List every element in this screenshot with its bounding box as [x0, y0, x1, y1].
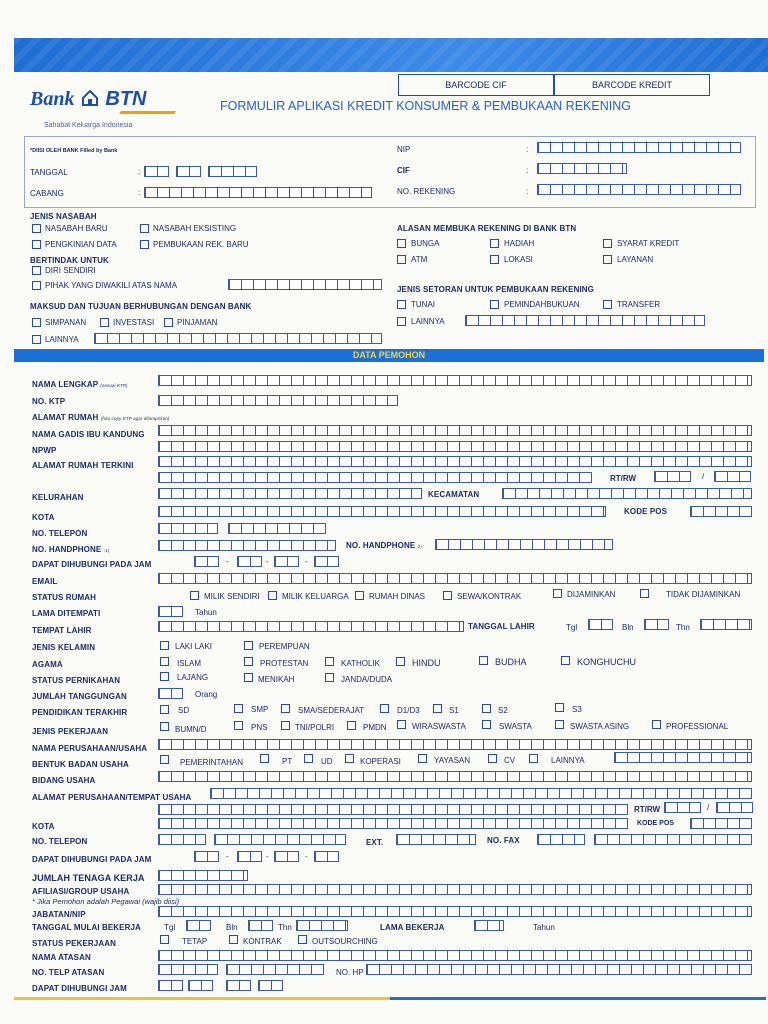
setoran-title: JENIS SETORAN UNTUK PEMBUKAAN REKENING	[397, 285, 595, 294]
badan-lainnya-checkbox[interactable]	[529, 754, 538, 763]
jabatan-label: JABATAN/NIP	[32, 910, 86, 919]
kelurahan-field[interactable]	[158, 488, 422, 499]
tanggal-lahir-label: TANGGAL LAHIR	[468, 622, 535, 631]
jam-selesai-m-field[interactable]	[314, 556, 339, 567]
afiliasi-label: AFILIASI/GROUP USAHA	[32, 887, 130, 896]
pns-label: PNS	[251, 723, 268, 732]
usaha-dapat-dihubungi-label: DAPAT DIHUBUNGI PADA JAM	[32, 855, 152, 864]
professional-label: PROFESSIONAL	[666, 722, 729, 731]
s2-label: S2	[498, 706, 508, 715]
ud-checkbox[interactable]	[304, 754, 313, 763]
sd-checkbox[interactable]	[160, 705, 169, 714]
sewa-kontrak-label: SEWA/KONTRAK	[457, 592, 522, 601]
tgl-lahir-field[interactable]	[588, 619, 613, 630]
nasabah-eksisting-label: NASABAH EKSISTING	[153, 224, 237, 233]
transfer-label: TRANSFER	[617, 300, 661, 309]
thn-lahir-field[interactable]	[700, 619, 752, 630]
alasan-title: ALASAN MEMBUKA REKENING DI BANK BTN	[397, 224, 577, 233]
lajang-label: LAJANG	[177, 673, 209, 682]
npwp-label: NPWP	[32, 446, 57, 455]
milik-keluarga-checkbox[interactable]	[268, 591, 277, 600]
telepon-number-field[interactable]	[228, 523, 326, 534]
email-field[interactable]	[158, 573, 752, 584]
koperasi-label: KOPERASI	[360, 757, 401, 766]
lama-ditempati-label: LAMA DITEMPATI	[32, 609, 101, 618]
status-pekerjaan-label: STATUS PEKERJAAN	[32, 939, 116, 948]
rumah-dinas-checkbox[interactable]	[355, 591, 364, 600]
footer-stripe	[14, 997, 766, 1000]
dijaminkan-label: DIJAMINKAN	[567, 590, 616, 599]
pemerintahan-checkbox[interactable]	[160, 755, 169, 764]
usaha-jam-1-field[interactable]	[194, 851, 219, 862]
nama-ibu-field[interactable]	[158, 425, 752, 436]
pihak-diwakili-label: PIHAK YANG DIWAKILI ATAS NAMA	[45, 281, 178, 290]
bidang-usaha-field[interactable]	[158, 771, 752, 782]
usaha-jam-dash-2: -	[266, 852, 269, 861]
barcode-kredit-box: BARCODE KREDIT	[554, 74, 710, 96]
tagline: Sahabat Keluarga Indonesia	[44, 122, 133, 129]
usaha-jam-4-field[interactable]	[314, 851, 339, 862]
dapat-dihubungi-jam-label: DAPAT DIHUBUNGI JAM	[32, 984, 127, 993]
janda-duda-checkbox[interactable]	[325, 673, 334, 682]
professional-checkbox[interactable]	[652, 720, 661, 729]
usaha-rw-field[interactable]	[716, 802, 753, 813]
cv-checkbox[interactable]	[488, 754, 497, 763]
no-telepon-label: NO. TELEPON	[32, 529, 88, 538]
tahun-label: Tahun	[195, 608, 217, 617]
perempuan-label: PEREMPUAN	[259, 642, 310, 651]
rt-field[interactable]	[654, 471, 691, 482]
syarat-kredit-checkbox[interactable]	[603, 239, 612, 248]
maksud-lainnya-field[interactable]	[94, 333, 382, 344]
menikah-checkbox[interactable]	[244, 673, 253, 682]
hadiah-checkbox[interactable]	[490, 239, 499, 248]
jam-mulai-h-field[interactable]	[194, 556, 219, 567]
afiliasi-note: * Jika Pemohon adalah Pegawai (wajib diisi)	[32, 897, 180, 906]
lajang-checkbox[interactable]	[160, 672, 169, 681]
rtrw-slash: /	[702, 472, 705, 481]
tanggal-day-field[interactable]	[144, 166, 169, 177]
atasan-jam-4-field[interactable]	[258, 980, 283, 991]
jam-selesai-h-field[interactable]	[274, 556, 299, 567]
bidang-usaha-label: BIDANG USAHA	[32, 776, 96, 785]
laki-laki-checkbox[interactable]	[160, 641, 169, 650]
badan-lainnya-field[interactable]	[614, 752, 752, 763]
telp-atasan-number-field[interactable]	[226, 964, 324, 975]
laki-laki-label: LAKI LAKI	[175, 642, 212, 651]
tidak-dijaminkan-label: TIDAK DIJAMINKAN	[666, 590, 741, 599]
nama-lengkap-label: NAMA LENGKAP (sesuai KTP)	[32, 380, 128, 389]
lokasi-label: LOKASI	[504, 255, 533, 264]
nasabah-eksisting-checkbox[interactable]	[140, 224, 149, 233]
outsourching-checkbox[interactable]	[298, 935, 307, 944]
usaha-jam-3-field[interactable]	[274, 851, 299, 862]
no-fax-label: NO. FAX	[487, 836, 520, 845]
transfer-checkbox[interactable]	[603, 300, 612, 309]
rtrw-label: RT/RW	[610, 474, 637, 483]
cabang-field[interactable]	[144, 187, 372, 198]
protestan-checkbox[interactable]	[244, 657, 253, 666]
tni-polri-checkbox[interactable]	[281, 721, 290, 730]
jenis-kelamin-label: JENIS KELAMIN	[32, 643, 96, 652]
usaha-kode-pos-label: KODE POS	[637, 820, 674, 827]
budha-checkbox[interactable]	[479, 656, 488, 665]
agama-label: AGAMA	[32, 660, 63, 669]
setoran-lainnya-field[interactable]	[465, 315, 705, 326]
lama-ditempati-field[interactable]	[158, 606, 183, 617]
kota-label: KOTA	[32, 513, 55, 522]
milik-keluarga-label: MILIK KELUARGA	[282, 592, 349, 601]
pembukaan-rek-baru-label: PEMBUKAAN REK. BARU	[153, 240, 249, 249]
jam-mulai-m-field[interactable]	[237, 556, 262, 567]
layanan-label: LAYANAN	[617, 255, 654, 264]
logo-btn-text: BTN	[105, 88, 147, 110]
d1d3-checkbox[interactable]	[380, 704, 389, 713]
rw-field[interactable]	[714, 471, 751, 482]
usaha-rtrw-label: RT/RW	[634, 805, 661, 814]
house-icon	[81, 89, 99, 112]
maksud-lainnya-checkbox[interactable]	[32, 335, 41, 344]
katholik-label: KATHOLIK	[341, 659, 380, 668]
milik-sendiri-checkbox[interactable]	[190, 591, 199, 600]
alamat-usaha-field-2[interactable]	[158, 804, 628, 815]
nip-field[interactable]	[537, 142, 741, 153]
no-rekening-label: NO. REKENING	[397, 187, 456, 196]
tgl-mulai-label: TANGGAL MULAI BEKERJA	[32, 923, 141, 932]
usaha-jam-dash-3: -	[305, 852, 308, 861]
diri-sendiri-checkbox[interactable]	[32, 266, 41, 275]
sma-checkbox[interactable]	[281, 704, 290, 713]
logo-bank-text: Bank	[30, 88, 75, 110]
lama-bekerja-field[interactable]	[474, 920, 504, 931]
atasan-jam-1-field[interactable]	[158, 980, 183, 991]
fax-number-field[interactable]	[594, 834, 752, 845]
smp-checkbox[interactable]	[234, 704, 243, 713]
konghuchu-checkbox[interactable]	[561, 656, 570, 665]
jam-dash-2: -	[266, 557, 269, 566]
rumah-dinas-label: RUMAH DINAS	[369, 592, 426, 601]
atasan-jam-2-field[interactable]	[188, 980, 213, 991]
usaha-rt-field[interactable]	[664, 802, 701, 813]
nasabah-baru-label: NASABAH BARU	[45, 224, 108, 233]
lama-bekerja-label: LAMA BEKERJA	[380, 923, 445, 932]
islam-label: ISLAM	[177, 659, 202, 668]
pmdn-label: PMDN	[363, 723, 387, 732]
mulai-tgl-field[interactable]	[186, 920, 211, 931]
telp-atasan-area-field[interactable]	[158, 964, 218, 975]
tanggal-label: TANGGAL	[30, 168, 68, 177]
alamat-rumah-note: (foto copy KTP agar dilampirkan)	[100, 416, 170, 421]
telepon-area-field[interactable]	[158, 523, 218, 534]
atm-checkbox[interactable]	[397, 255, 406, 264]
ext-field[interactable]	[396, 834, 476, 845]
milik-sendiri-label: MILIK SENDIRI	[204, 592, 260, 601]
pembukaan-rek-baru-checkbox[interactable]	[140, 240, 149, 249]
usaha-jam-2-field[interactable]	[237, 851, 262, 862]
swasta-asing-label: SWASTA ASING	[570, 722, 630, 731]
ud-label: UD	[321, 757, 333, 766]
logo-swoosh	[119, 111, 176, 114]
hindu-checkbox[interactable]	[396, 657, 405, 666]
bumnd-label: BUMN/D	[175, 725, 207, 734]
mulai-tgl-label: Tgl	[164, 923, 176, 932]
pihak-diwakili-checkbox[interactable]	[32, 281, 41, 290]
pt-checkbox[interactable]	[260, 754, 269, 763]
orang-label: Orang	[195, 690, 218, 699]
cv-label: CV	[504, 756, 516, 765]
pendidikan-label: PENDIDIKAN TERAKHIR	[32, 708, 128, 717]
no-handphone-label: NO. HANDPHONE :1)	[32, 545, 110, 554]
d1d3-label: D1/D3	[397, 706, 420, 715]
outsourching-label: OUTSOURCHING	[312, 937, 378, 946]
kelurahan-label: KELURAHAN	[32, 493, 84, 502]
bln-lahir-field[interactable]	[644, 619, 669, 630]
no-rekening-field[interactable]	[537, 184, 741, 195]
katholik-checkbox[interactable]	[325, 657, 334, 666]
usaha-kode-pos-field[interactable]	[690, 818, 752, 829]
konghuchu-label: KONGHUCHU	[577, 657, 637, 667]
tempat-lahir-label: TEMPAT LAHIR	[32, 626, 92, 635]
jam-dash-3: -	[305, 557, 308, 566]
usaha-jam-dash-1: -	[226, 852, 229, 861]
data-pemohon-section-title: DATA PEMOHON	[14, 349, 764, 362]
sewa-kontrak-checkbox[interactable]	[443, 591, 452, 600]
pmdn-checkbox[interactable]	[347, 721, 356, 730]
hindu-label: HINDU	[412, 658, 441, 668]
atas-nama-field[interactable]	[228, 279, 382, 290]
tunai-label: TUNAI	[411, 300, 435, 309]
jenis-nasabah-title: JENIS NASABAH	[30, 212, 97, 221]
tempat-lahir-field[interactable]	[158, 621, 464, 632]
nama-lengkap-field[interactable]	[158, 375, 752, 386]
nip-label: NIP	[397, 145, 411, 154]
header-banner	[14, 38, 768, 72]
jam-dash-1: -	[226, 557, 229, 566]
cif-label: CIF	[397, 166, 410, 175]
pinjaman-checkbox[interactable]	[164, 318, 173, 327]
dijaminkan-checkbox[interactable]	[553, 589, 562, 598]
bertindak-title: BERTINDAK UNTUK	[30, 256, 109, 265]
afiliasi-field[interactable]	[158, 884, 752, 895]
telp-atasan-label: NO. TELP ATASAN	[32, 968, 105, 977]
tanggungan-label: JUMLAH TANGGUNGAN	[32, 692, 127, 701]
kecamatan-label: KECAMATAN	[428, 490, 480, 499]
pemindahbukuan-checkbox[interactable]	[490, 300, 499, 309]
tidak-dijaminkan-checkbox[interactable]	[640, 589, 649, 598]
menikah-label: MENIKAH	[258, 675, 295, 684]
dapat-dihubungi-label: DAPAT DIHUBUNGI PADA JAM	[32, 560, 152, 569]
nama-perusahaan-field[interactable]	[158, 739, 752, 750]
pengkinian-data-checkbox[interactable]	[32, 240, 41, 249]
nasabah-baru-checkbox[interactable]	[32, 224, 41, 233]
jabatan-field[interactable]	[158, 906, 752, 917]
alamat-terkini-field-1[interactable]	[158, 456, 752, 467]
alamat-terkini-label: ALAMAT RUMAH TERKINI	[32, 461, 134, 470]
npwp-field[interactable]	[158, 441, 752, 452]
tenaga-kerja-field[interactable]	[158, 870, 248, 881]
investasi-label: INVESTASI	[113, 318, 155, 327]
pemerintahan-label: PEMERINTAHAN	[180, 758, 243, 767]
thn-label: Thn	[676, 623, 690, 632]
setoran-lainnya-checkbox[interactable]	[397, 317, 406, 326]
mulai-thn-label: Thn	[278, 923, 292, 932]
kontrak-checkbox[interactable]	[229, 935, 238, 944]
tni-polri-label: TNI/POLRI	[295, 723, 335, 732]
smp-label: SMP	[251, 705, 269, 714]
tanggal-year-field[interactable]	[208, 166, 257, 177]
simpanan-label: SIMPANAN	[45, 318, 87, 327]
bln-label: Bln	[622, 623, 634, 632]
sd-label: SD	[178, 706, 190, 715]
nama-perusahaan-label: NAMA PERUSAHAAN/USAHA	[32, 744, 148, 753]
pinjaman-label: PINJAMAN	[177, 318, 218, 327]
sma-label: SMA/SEDERAJAT	[298, 706, 365, 715]
fax-area-field[interactable]	[537, 834, 585, 845]
pns-checkbox[interactable]	[234, 721, 243, 730]
wiraswasta-label: WIRASWASTA	[412, 722, 466, 731]
koperasi-checkbox[interactable]	[345, 754, 354, 763]
s3-checkbox[interactable]	[555, 703, 564, 712]
tanggungan-field[interactable]	[158, 688, 183, 699]
nama-atasan-label: NAMA ATASAN	[32, 953, 91, 962]
kode-pos-field[interactable]	[690, 506, 752, 517]
usaha-telepon-label: NO. TELEPON	[32, 837, 88, 846]
badan-lainnya-label: LAINNYA	[551, 756, 585, 765]
ext-label: EXT.	[366, 838, 384, 847]
no-hp-field[interactable]	[366, 964, 752, 975]
s2-checkbox[interactable]	[482, 704, 491, 713]
simpanan-checkbox[interactable]	[32, 318, 41, 327]
bank-btn-logo	[30, 88, 146, 112]
pt-label: PT	[282, 757, 293, 766]
no-ktp-field[interactable]	[158, 395, 398, 406]
badan-usaha-label: BENTUK BADAN USAHA	[32, 760, 129, 769]
nama-lengkap-note: (sesuai KTP)	[100, 383, 128, 388]
bank-use-note: *DIISI OLEH BANK Filled by Bank	[30, 148, 118, 154]
tenaga-kerja-label: JUMLAH TENAGA KERJA	[32, 873, 145, 883]
nama-ibu-label: NAMA GADIS IBU KANDUNG	[32, 430, 145, 439]
layanan-checkbox[interactable]	[603, 255, 612, 264]
kecamatan-field[interactable]	[502, 488, 752, 499]
swasta-label: SWASTA	[499, 722, 532, 731]
tetap-checkbox[interactable]	[160, 935, 169, 944]
kode-pos-label: KODE POS	[624, 507, 668, 516]
s1-label: S1	[449, 706, 459, 715]
status-rumah-label: STATUS RUMAH	[32, 593, 97, 602]
handphone-1-field[interactable]	[158, 540, 336, 551]
alamat-usaha-field-1[interactable]	[210, 788, 752, 799]
alamat-usaha-label: ALAMAT PERUSAHAAN/TEMPAT USAHA	[32, 793, 192, 802]
cif-field[interactable]	[537, 163, 627, 174]
status-nikah-label: STATUS PERNIKAHAN	[32, 676, 121, 685]
nama-atasan-field[interactable]	[158, 950, 752, 961]
lokasi-checkbox[interactable]	[490, 255, 499, 264]
atm-label: ATM	[411, 255, 428, 264]
bumnd-checkbox[interactable]	[160, 722, 169, 731]
perempuan-checkbox[interactable]	[244, 641, 253, 650]
protestan-label: PROTESTAN	[260, 659, 309, 668]
maksud-title: MAKSUD DAN TUJUAN BERHUBUNGAN DENGAN BANK	[30, 302, 252, 311]
setoran-lainnya-label: LAINNYA	[411, 317, 445, 326]
atasan-jam-3-field[interactable]	[226, 980, 251, 991]
islam-checkbox[interactable]	[160, 657, 169, 666]
s3-label: S3	[572, 705, 582, 714]
handphone-2-field[interactable]	[435, 539, 613, 550]
cabang-label: CABANG	[30, 189, 64, 198]
tanggal-month-field[interactable]	[176, 166, 201, 177]
bunga-label: BUNGA	[411, 239, 440, 248]
maksud-lainnya-label: LAINNYA	[45, 335, 79, 344]
investasi-checkbox[interactable]	[100, 318, 109, 327]
tunai-checkbox[interactable]	[397, 300, 406, 309]
alamat-rumah-label: ALAMAT RUMAH (foto copy KTP agar dilampirkan)	[32, 413, 170, 422]
usaha-rtrw-slash: /	[707, 803, 710, 812]
no-handphone-2-label: NO. HANDPHONE 2)	[346, 541, 422, 550]
janda-duda-label: JANDA/DUDA	[341, 675, 393, 684]
wiraswasta-checkbox[interactable]	[397, 720, 406, 729]
no-hp-label: NO. HP	[336, 968, 364, 977]
budha-label: BUDHA	[495, 657, 527, 667]
usaha-telepon-area-field[interactable]	[158, 834, 206, 845]
kota-field[interactable]	[158, 506, 606, 517]
bunga-checkbox[interactable]	[397, 239, 406, 248]
swasta-asing-checkbox[interactable]	[555, 720, 564, 729]
tetap-label: TETAP	[182, 937, 208, 946]
yayasan-checkbox[interactable]	[418, 754, 427, 763]
swasta-checkbox[interactable]	[482, 720, 491, 729]
yayasan-label: YAYASAN	[434, 756, 471, 765]
email-label: EMAIL	[32, 577, 58, 586]
usaha-kota-label: KOTA	[32, 822, 55, 831]
pengkinian-data-label: PENGKINIAN DATA	[45, 240, 117, 249]
usaha-kota-field[interactable]	[158, 818, 628, 829]
barcode-cif-box: BARCODE CIF	[398, 74, 554, 96]
alamat-terkini-field-2[interactable]	[158, 472, 592, 483]
form-title: FORMULIR APLIKASI KREDIT KONSUMER & PEMBUKAAN REKENING	[220, 99, 631, 113]
kontrak-label: KONTRAK	[243, 937, 282, 946]
mulai-bln-label: Bln	[226, 923, 238, 932]
syarat-kredit-label: SYARAT KREDIT	[617, 239, 680, 248]
lama-bekerja-tahun: Tahun	[533, 923, 555, 932]
usaha-telepon-number-field[interactable]	[214, 834, 346, 845]
s1-checkbox[interactable]	[433, 704, 442, 713]
pemindahbukuan-label: PEMINDAHBUKUAN	[504, 300, 580, 309]
tgl-label: Tgl	[566, 623, 578, 632]
pekerjaan-label: JENIS PEKERJAAN	[32, 727, 109, 736]
mulai-bln-field[interactable]	[248, 920, 273, 931]
hadiah-label: HADIAH	[504, 239, 535, 248]
mulai-thn-field[interactable]	[296, 920, 348, 931]
no-ktp-label: NO. KTP	[32, 397, 66, 406]
diri-sendiri-label: DIRI SENDIRI	[45, 266, 96, 275]
